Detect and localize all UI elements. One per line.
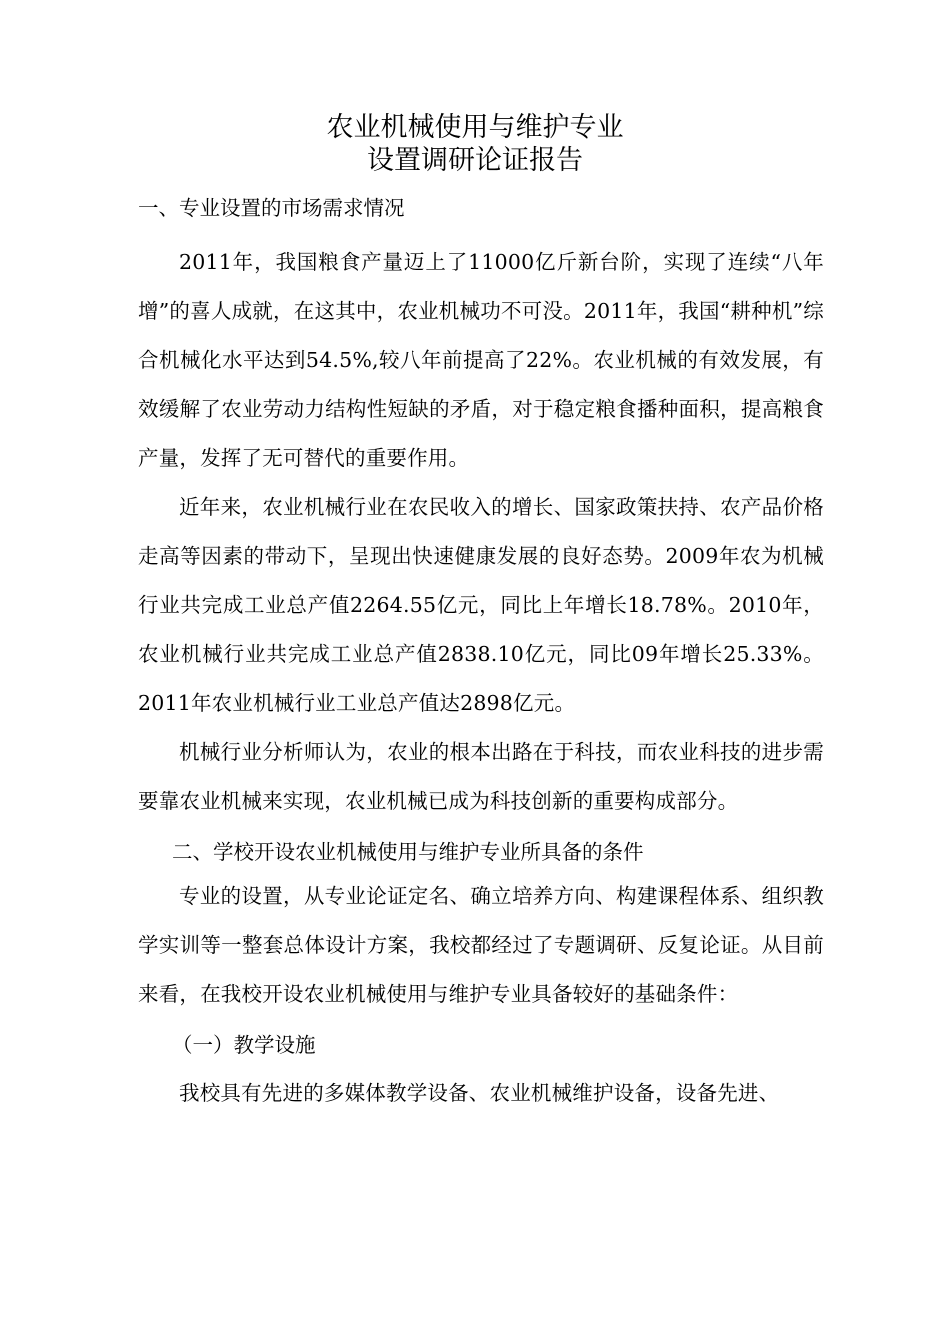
subsection-1-heading: （一）教学设施 (172, 1033, 316, 1057)
section-2-heading: 二、学校开设农业机械使用与维护专业所具备的条件 (172, 840, 644, 864)
document-body (138, 190, 824, 1118)
section-1-heading: 一、专业设置的市场需求情况 (138, 196, 405, 220)
document-title-line-1: 农业机械使用与维护专业 (326, 112, 624, 143)
section-1-paragraph-3: 机械行业分析师认为，农业的根本出路在于科技，而农业科技的进步需要靠农业机械来实现，农业机械已成为科技创新的重要构成部分。 (138, 740, 824, 813)
section-2-paragraph-1: 专业的设置，从专业论证定名、确立培养方向、构建课程体系、组织教学实训等一整套总体设计方案，我校都经过了专题调研、反复论证。从目前来看，在我校开设农业机械使用与维护专业具备较好的基础条件： (138, 884, 824, 1006)
section-1-paragraph-2: 近年来，农业机械行业在农民收入的增长、国家政策扶持、农产品价格走高等因素的带动下，呈现出快速健康发展的良好态势。2009年农为机械行业共完成工业总产值2264.55亿元，同比上年增长18.78%。2010年，农业机械行业共完成工业总产值2838.10亿元，同比09年增长25.33%。2011年农业机械行业工业总产值达2898亿元。 (138, 495, 824, 715)
document-title-line-2: 设置调研论证报告 (367, 145, 583, 176)
subsection-1-paragraph-1: 我校具有先进的多媒体教学设备、农业机械维护设备，设备先进、 (179, 1081, 780, 1105)
section-1-paragraph-1: 2011年，我国粮食产量迈上了11000亿斤新台阶，实现了连续“八年增”的喜人成就，在这其中，农业机械功不可没。2011年，我国“耕种机”综合机械化水平达到54.5%,较八年前提高了22%。农业机械的有效发展，有效缓解了农业劳动力结构性短缺的矛盾，对于稳定粮食播种面积，提高粮食产量，发挥了无可替代的重要作用。 (138, 250, 824, 470)
